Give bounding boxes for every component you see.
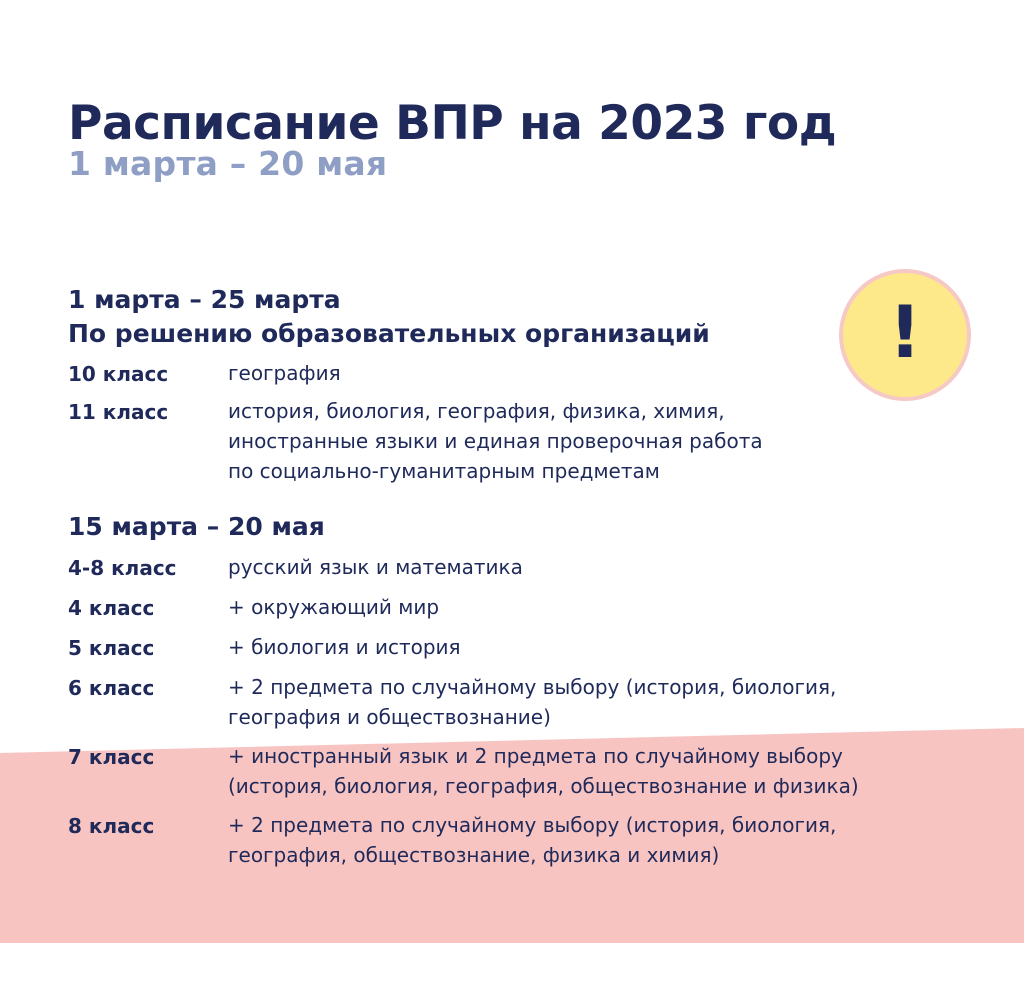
page-title: Расписание ВПР на 2023 год: [68, 96, 837, 152]
subjects-line: + биология и история: [228, 634, 461, 659]
subjects-text: [228, 810, 998, 870]
subjects-line: география, обществознание, физика и химия): [228, 842, 720, 867]
subjects-text: [228, 552, 998, 582]
grade-label: 5 класс: [68, 635, 155, 660]
section-heading: [68, 510, 998, 544]
subjects-line: по социально-гуманитарным предметам: [228, 459, 660, 483]
grade-label: 8 класс: [68, 813, 155, 838]
grade-label: 7 класс: [68, 744, 155, 769]
subjects-line: + 2 предмета по случайному выбору (история, биология,: [228, 812, 837, 837]
exclamation-badge: [839, 269, 971, 401]
subjects-line: + 2 предмета по случайному выбору (история, биология,: [228, 674, 837, 699]
subjects-line: + иностранный язык и 2 предмета по случайному выбору: [228, 743, 843, 768]
bottom-white-strip: [0, 943, 1024, 988]
subjects-text: [228, 396, 998, 486]
section-heading-dates: 1 марта – 25 марта: [68, 285, 341, 314]
schedule-row: [68, 741, 998, 801]
schedule-row: [68, 672, 998, 732]
grade-label: 4-8 класс: [68, 555, 177, 580]
schedule-row: [68, 552, 998, 583]
subjects-line: русский язык и математика: [228, 554, 523, 579]
grade-label: 11 класс: [68, 400, 169, 424]
subjects-text: [228, 632, 998, 662]
grade-label: 4 класс: [68, 595, 155, 620]
schedule-row: [68, 396, 998, 486]
section-heading-dates: 15 марта – 20 мая: [68, 512, 325, 541]
subjects-line: география: [228, 361, 341, 385]
grade-label: 10 класс: [68, 362, 169, 386]
subjects-line: + окружающий мир: [228, 594, 440, 619]
subjects-line: иностранные языки и единая проверочная работа: [228, 429, 763, 453]
subjects-line: (история, биология, география, обществознание и физика): [228, 773, 859, 798]
section-heading-note: По решению образовательных организаций: [68, 318, 710, 348]
schedule-row: [68, 632, 998, 663]
subjects-line: история, биология, география, физика, химия,: [228, 399, 725, 423]
subjects-line: география и обществознание): [228, 704, 551, 729]
subjects-text: [228, 741, 998, 801]
schedule-row: [68, 592, 998, 623]
grade-label: 6 класс: [68, 675, 155, 700]
subjects-text: [228, 592, 998, 622]
page-subtitle: 1 марта – 20 мая: [68, 144, 388, 183]
schedule-row: [68, 810, 998, 870]
schedule-section: [68, 510, 998, 870]
subjects-text: [228, 672, 998, 732]
exclamation-icon: !: [888, 290, 922, 374]
